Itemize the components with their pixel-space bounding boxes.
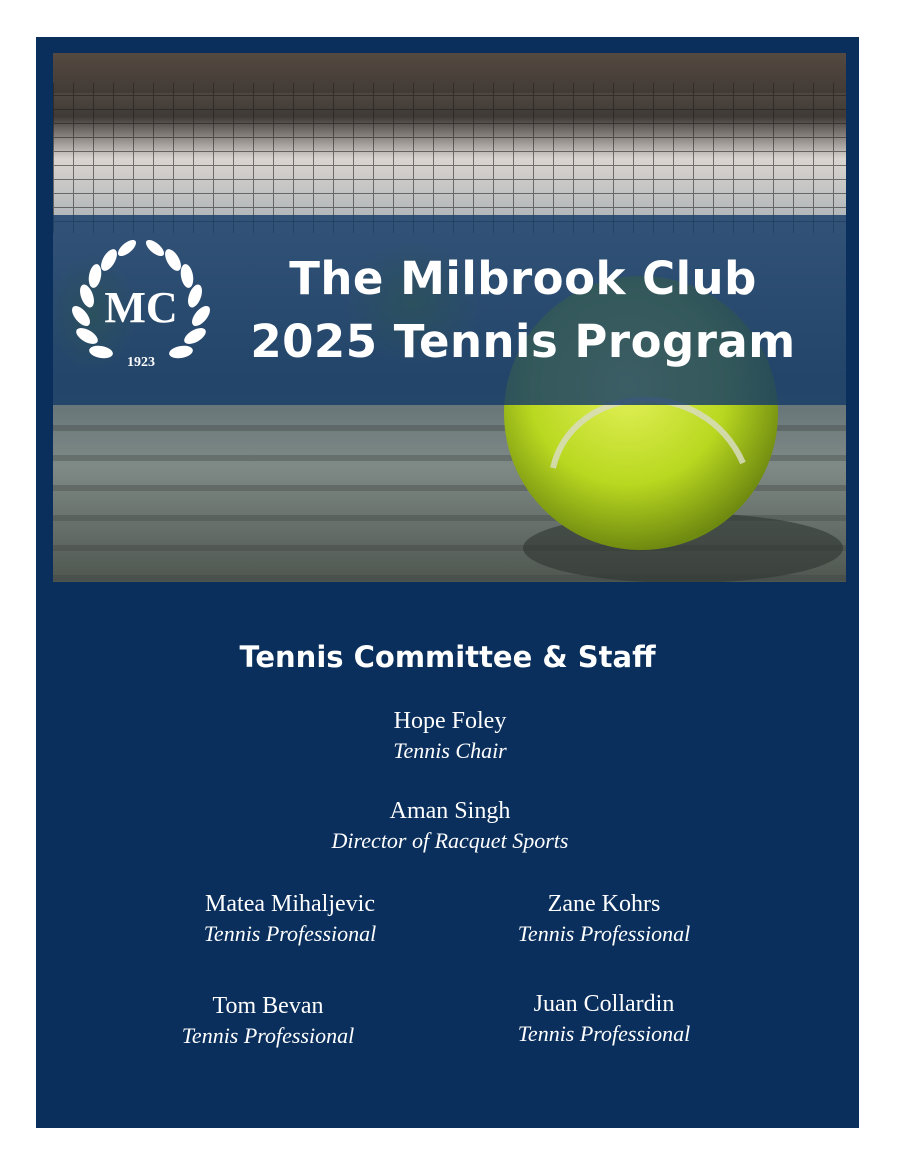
staff-member (128, 991, 408, 1051)
staff-heading: Tennis Committee & Staff (239, 640, 656, 674)
staff-role: Tennis Professional (517, 1021, 691, 1046)
page-title-line2: 2025 Tennis Program (250, 315, 796, 368)
staff-name: Hope Foley (393, 708, 507, 734)
staff-role: Director of Racquet Sports (331, 828, 569, 853)
staff-role: Tennis Professional (181, 1023, 355, 1048)
logo-year: 1923 (127, 355, 155, 370)
staff-name: Aman Singh (389, 798, 511, 824)
staff-name: Juan Collardin (533, 991, 675, 1017)
staff-name: Zane Kohrs (547, 891, 661, 917)
staff-name: Tom Bevan (212, 993, 324, 1019)
staff-member (300, 706, 600, 766)
club-logo (65, 236, 217, 371)
staff-role: Tennis Chair (393, 738, 507, 763)
page-title-line1: The Milbrook Club (289, 252, 757, 305)
staff-member (260, 796, 640, 856)
staff-member (464, 889, 744, 949)
staff-member (464, 989, 744, 1049)
logo-monogram: MC (104, 283, 178, 332)
staff-role: Tennis Professional (517, 921, 691, 946)
staff-role: Tennis Professional (203, 921, 377, 946)
hero-image (53, 53, 846, 582)
staff-name: Matea Mihaljevic (205, 891, 375, 917)
staff-member (150, 889, 430, 949)
